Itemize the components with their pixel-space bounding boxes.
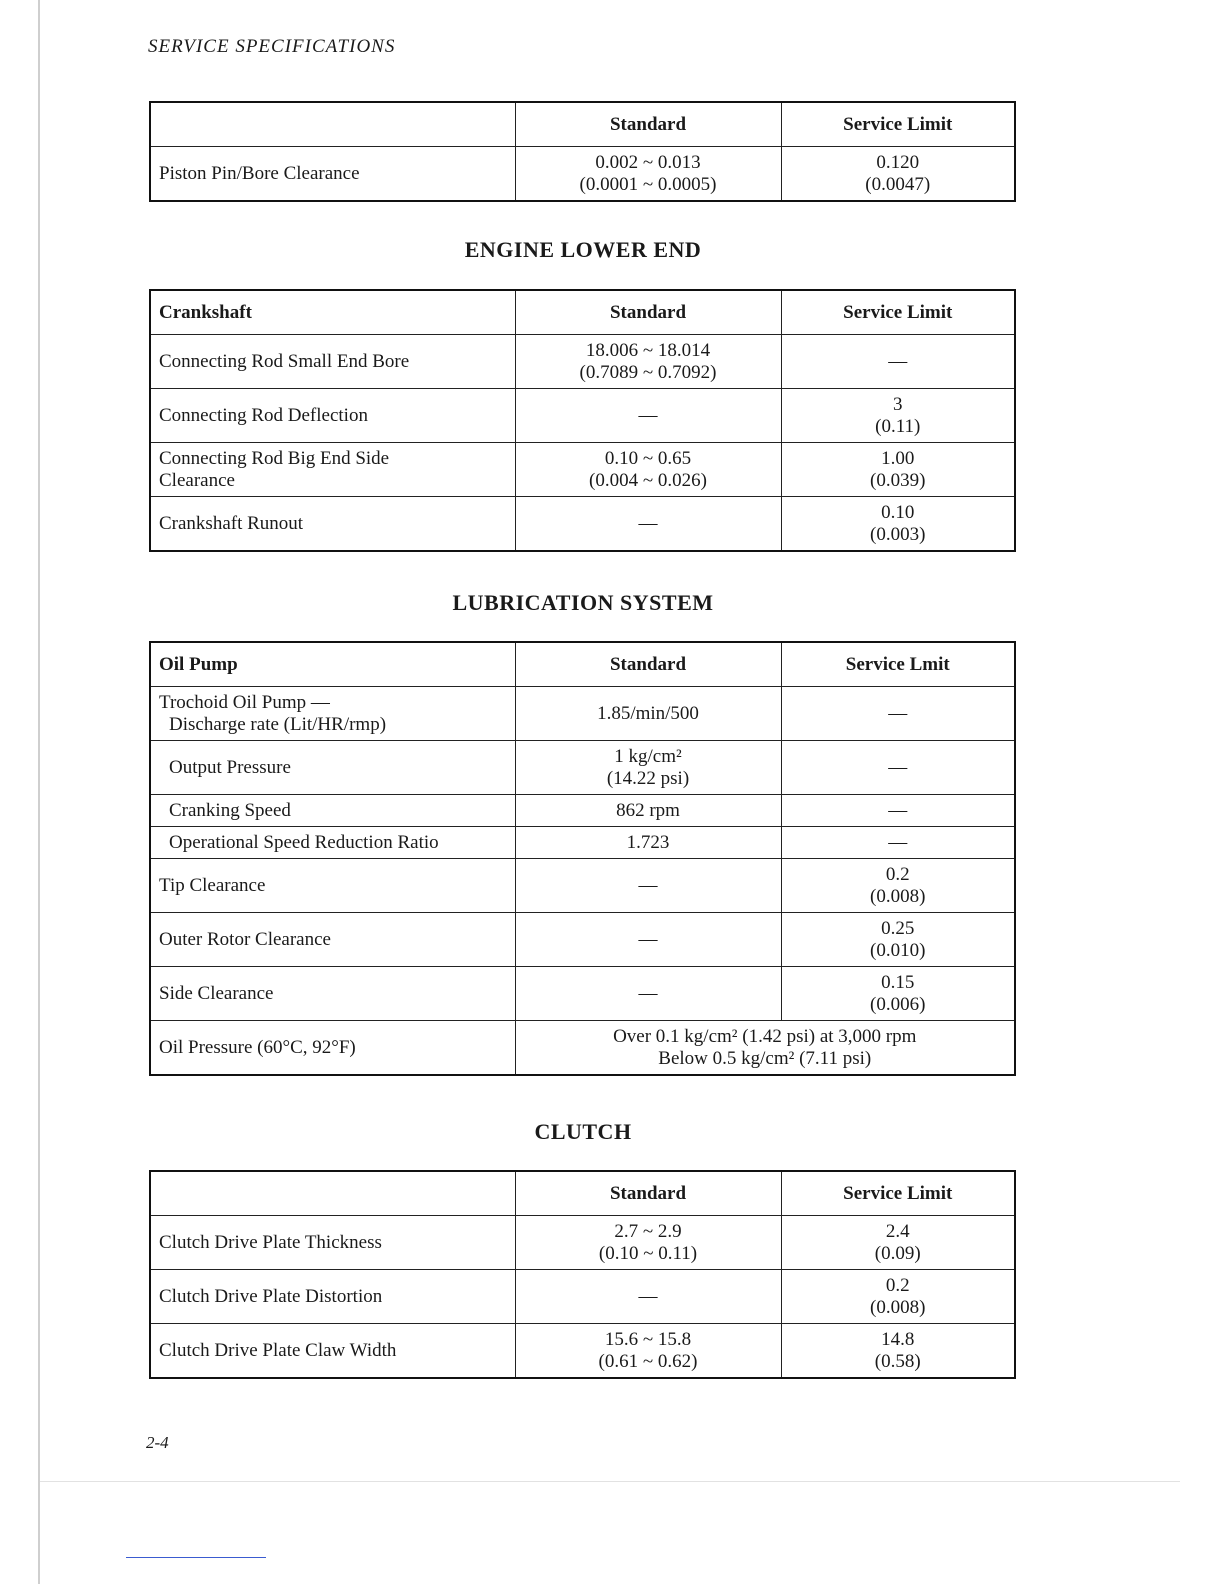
header-service-limit: Service Limit	[781, 290, 1015, 335]
running-head: SERVICE SPECIFICATIONS	[148, 36, 396, 57]
row-standard: 1.85/min/500	[515, 687, 781, 741]
row-standard: 0.10 ~ 0.65 (0.004 ~ 0.026)	[515, 443, 781, 497]
table-row	[150, 913, 1015, 967]
lubrication-system-table	[149, 641, 1016, 1076]
row-standard: —	[515, 967, 781, 1021]
piston-pin-table	[149, 101, 1016, 202]
table-row	[150, 687, 1015, 741]
row-standard: 1.723	[515, 827, 781, 859]
row-item: Output Pressure	[150, 741, 515, 795]
table-header-row	[150, 290, 1015, 335]
row-standard: —	[515, 389, 781, 443]
row-limit: 0.120 (0.0047)	[781, 147, 1015, 202]
row-item: Connecting Rod Deflection	[150, 389, 515, 443]
header-service-limit: Service Limit	[781, 102, 1015, 147]
row-limit: 1.00 (0.039)	[781, 443, 1015, 497]
header-oil-pump: Oil Pump	[150, 642, 515, 687]
table-header-row	[150, 1171, 1015, 1216]
header-item	[150, 102, 515, 147]
row-item: Clutch Drive Plate Thickness	[150, 1216, 515, 1270]
section-title-lubrication-system: LUBRICATION SYSTEM	[452, 590, 714, 615]
engine-lower-end-table	[149, 289, 1016, 552]
table-row	[150, 1216, 1015, 1270]
table-header-row	[150, 102, 1015, 147]
row-item: Tip Clearance	[150, 859, 515, 913]
row-limit: 3 (0.11)	[781, 389, 1015, 443]
row-item: Operational Speed Reduction Ratio	[150, 827, 515, 859]
row-item: Cranking Speed	[150, 795, 515, 827]
row-limit: —	[781, 827, 1015, 859]
table-row	[150, 497, 1015, 552]
row-limit: 2.4 (0.09)	[781, 1216, 1015, 1270]
row-limit: 0.15 (0.006)	[781, 967, 1015, 1021]
header-service-limit: Service Limit	[781, 1171, 1015, 1216]
row-standard: 2.7 ~ 2.9 (0.10 ~ 0.11)	[515, 1216, 781, 1270]
row-item: Side Clearance	[150, 967, 515, 1021]
row-limit: —	[781, 741, 1015, 795]
table-row	[150, 967, 1015, 1021]
table-row	[150, 335, 1015, 389]
table-header-row	[150, 642, 1015, 687]
row-item: Trochoid Oil Pump — Discharge rate (Lit/HR/rmp)	[150, 687, 515, 741]
header-standard: Standard	[515, 642, 781, 687]
row-standard: 0.002 ~ 0.013 (0.0001 ~ 0.0005)	[515, 147, 781, 202]
row-standard: —	[515, 913, 781, 967]
header-standard: Standard	[515, 290, 781, 335]
row-standard: 15.6 ~ 15.8 (0.61 ~ 0.62)	[515, 1324, 781, 1379]
row-limit: 0.10 (0.003)	[781, 497, 1015, 552]
row-item: Oil Pressure (60°C, 92°F)	[150, 1021, 515, 1076]
row-limit: 14.8 (0.58)	[781, 1324, 1015, 1379]
table-row	[150, 859, 1015, 913]
row-standard: 18.006 ~ 18.014 (0.7089 ~ 0.7092)	[515, 335, 781, 389]
row-item: Clutch Drive Plate Distortion	[150, 1270, 515, 1324]
row-standard: 1 kg/cm² (14.22 psi)	[515, 741, 781, 795]
table-row	[150, 1324, 1015, 1379]
header-standard: Standard	[515, 1171, 781, 1216]
footer-link-underline	[126, 1557, 266, 1558]
row-item: Clutch Drive Plate Claw Width	[150, 1324, 515, 1379]
row-item: Crankshaft Runout	[150, 497, 515, 552]
table-row	[150, 147, 1015, 202]
row-limit: 0.25 (0.010)	[781, 913, 1015, 967]
section-title-clutch: CLUTCH	[534, 1119, 632, 1144]
row-standard: 862 rpm	[515, 795, 781, 827]
header-crankshaft: Crankshaft	[150, 290, 515, 335]
row-standard: —	[515, 1270, 781, 1324]
oil-pressure-value: Over 0.1 kg/cm² (1.42 psi) at 3,000 rpm Below 0.5 kg/cm² (7.11 psi)	[515, 1021, 1015, 1076]
row-standard: —	[515, 859, 781, 913]
table-row	[150, 795, 1015, 827]
row-item: Piston Pin/Bore Clearance	[150, 147, 515, 202]
page-number: 2-4	[146, 1433, 169, 1452]
row-limit: —	[781, 687, 1015, 741]
table-row	[150, 443, 1015, 497]
row-item: Connecting Rod Small End Bore	[150, 335, 515, 389]
row-standard: —	[515, 497, 781, 552]
row-limit: 0.2 (0.008)	[781, 859, 1015, 913]
table-row	[150, 741, 1015, 795]
row-limit: —	[781, 335, 1015, 389]
binding-edge	[38, 0, 40, 1584]
header-item	[150, 1171, 515, 1216]
footer-rule	[40, 1481, 1180, 1482]
table-row	[150, 827, 1015, 859]
row-item: Outer Rotor Clearance	[150, 913, 515, 967]
header-standard: Standard	[515, 102, 781, 147]
table-row	[150, 1021, 1015, 1076]
clutch-table	[149, 1170, 1016, 1379]
header-service-limit: Service Lmit	[781, 642, 1015, 687]
table-row	[150, 389, 1015, 443]
section-title-engine-lower-end: ENGINE LOWER END	[464, 237, 702, 262]
row-limit: 0.2 (0.008)	[781, 1270, 1015, 1324]
table-row	[150, 1270, 1015, 1324]
row-limit: —	[781, 795, 1015, 827]
row-item: Connecting Rod Big End Side Clearance	[150, 443, 515, 497]
